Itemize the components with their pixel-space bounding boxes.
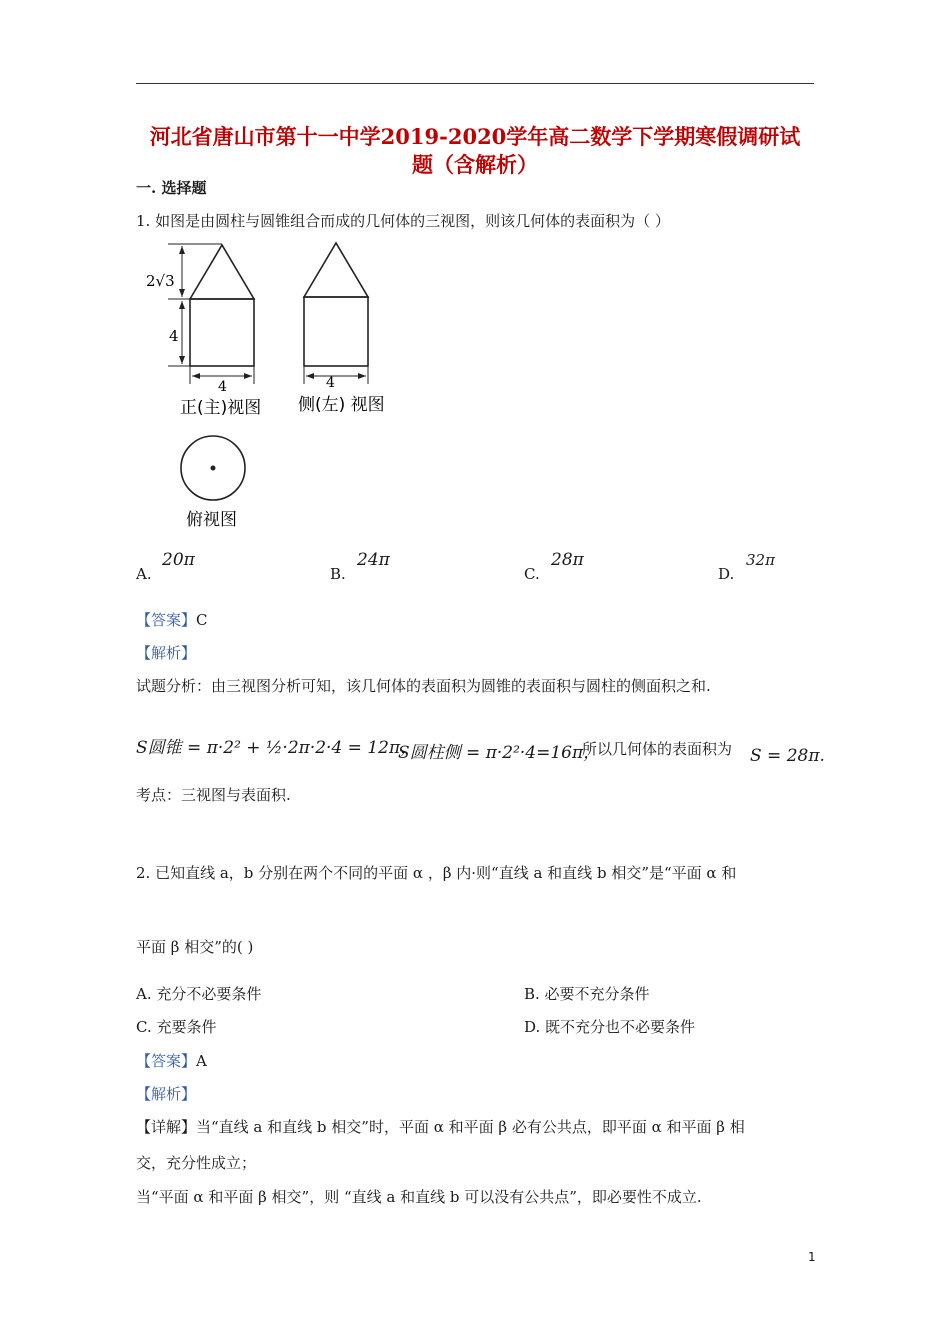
q2-option-c: C. 充要条件 bbox=[136, 1018, 217, 1036]
q2-answer bbox=[136, 1050, 207, 1071]
q1-option-b-value: 24π bbox=[357, 550, 390, 570]
side-view bbox=[304, 243, 368, 384]
q2-detail-line3: 当“平面 α 和平面 β 相交”，则 “直线 a 和直线 b 可以没有公共点”，即必要性不成立. bbox=[136, 1188, 702, 1206]
q1-kaodian: 考点：三视图与表面积. bbox=[136, 786, 291, 804]
q1-stem: 1. 如图是由圆柱与圆锥组合而成的几何体的三视图，则该几何体的表面积为（ ） bbox=[136, 212, 670, 230]
q1-formula-cone: S圆锥 = π·2² + ½·2π·2·4 = 12π， bbox=[136, 738, 418, 758]
q2-option-d: D. 既不充分也不必要条件 bbox=[524, 1018, 696, 1036]
q2-stem-line1: 2. 已知直线 a，b 分别在两个不同的平面 α ，β 内·则“直线 a 和直线 b 相交”是“平面 α 和 bbox=[136, 864, 737, 882]
three-view-figure bbox=[136, 238, 416, 538]
front-view bbox=[168, 244, 254, 384]
dim-2sqrt3: 2√3 bbox=[146, 272, 175, 290]
q1-answer bbox=[136, 609, 208, 630]
q2-analysis-tag: 【解析】 bbox=[136, 1085, 197, 1103]
q1-option-d-value: 32π bbox=[746, 551, 775, 569]
q1-formula-text: 所以几何体的表面积为 bbox=[582, 740, 733, 758]
section-heading: 一. 选择题 bbox=[136, 179, 207, 197]
q2-option-a: A. 充分不必要条件 bbox=[136, 985, 262, 1003]
side-cylinder-shape bbox=[304, 297, 368, 366]
q1-option-c-value: 28π bbox=[551, 550, 584, 570]
q2-detail-line1: 【详解】当“直线 a 和直线 b 相交”时，平面 α 和平面 β 必有公共点，即平面 α 和平面 β 相 bbox=[136, 1118, 745, 1136]
top-view-label: 俯视图 bbox=[186, 510, 237, 530]
front-view-label: 正(主)视图 bbox=[180, 398, 262, 418]
side-cone-shape bbox=[304, 243, 368, 297]
dim-4-side-width: 4 bbox=[326, 375, 335, 391]
doc-title-line1: 河北省唐山市第十一中学2019-2020学年高二数学下学期寒假调研试 bbox=[149, 124, 801, 149]
q2-answer-tag: 【答案】 bbox=[136, 1052, 197, 1070]
q1-option-c-letter: C. bbox=[524, 565, 540, 583]
q1-formula-total: S = 28π. bbox=[750, 746, 825, 766]
q1-answer-tag: 【答案】 bbox=[136, 611, 197, 629]
q1-analysis-text: 试题分析：由三视图分析可知，该几何体的表面积为圆锥的表面积与圆柱的侧面积之和. bbox=[136, 677, 711, 695]
q1-option-a-value: 20π bbox=[162, 550, 195, 570]
q1-formula-cylinder: S圆柱侧 = π·2²·4=16π， bbox=[398, 743, 601, 763]
q2-option-b: B. 必要不充分条件 bbox=[524, 985, 650, 1003]
q1-option-a-letter: A. bbox=[136, 565, 152, 583]
top-view-center-dot bbox=[211, 466, 216, 471]
q2-stem-line2: 平面 β 相交”的( ) bbox=[136, 938, 254, 956]
page-number: 1 bbox=[808, 1250, 816, 1264]
q1-answer-value: C bbox=[196, 611, 208, 629]
dim-4-front-width: 4 bbox=[218, 379, 227, 395]
side-view-label: 侧(左) 视图 bbox=[298, 395, 385, 415]
front-cone-shape bbox=[190, 245, 254, 299]
q1-option-b-letter: B. bbox=[330, 565, 346, 583]
doc-title-line2: 题（含解析） bbox=[412, 152, 538, 177]
q2-detail-line2: 交，充分性成立； bbox=[136, 1154, 257, 1172]
front-cylinder-shape bbox=[190, 299, 254, 366]
q1-analysis-tag: 【解析】 bbox=[136, 644, 197, 662]
dim-4-height: 4 bbox=[169, 327, 179, 345]
q2-answer-value: A bbox=[196, 1052, 207, 1070]
q1-option-d-letter: D. bbox=[718, 565, 735, 583]
header-rule bbox=[136, 83, 814, 84]
